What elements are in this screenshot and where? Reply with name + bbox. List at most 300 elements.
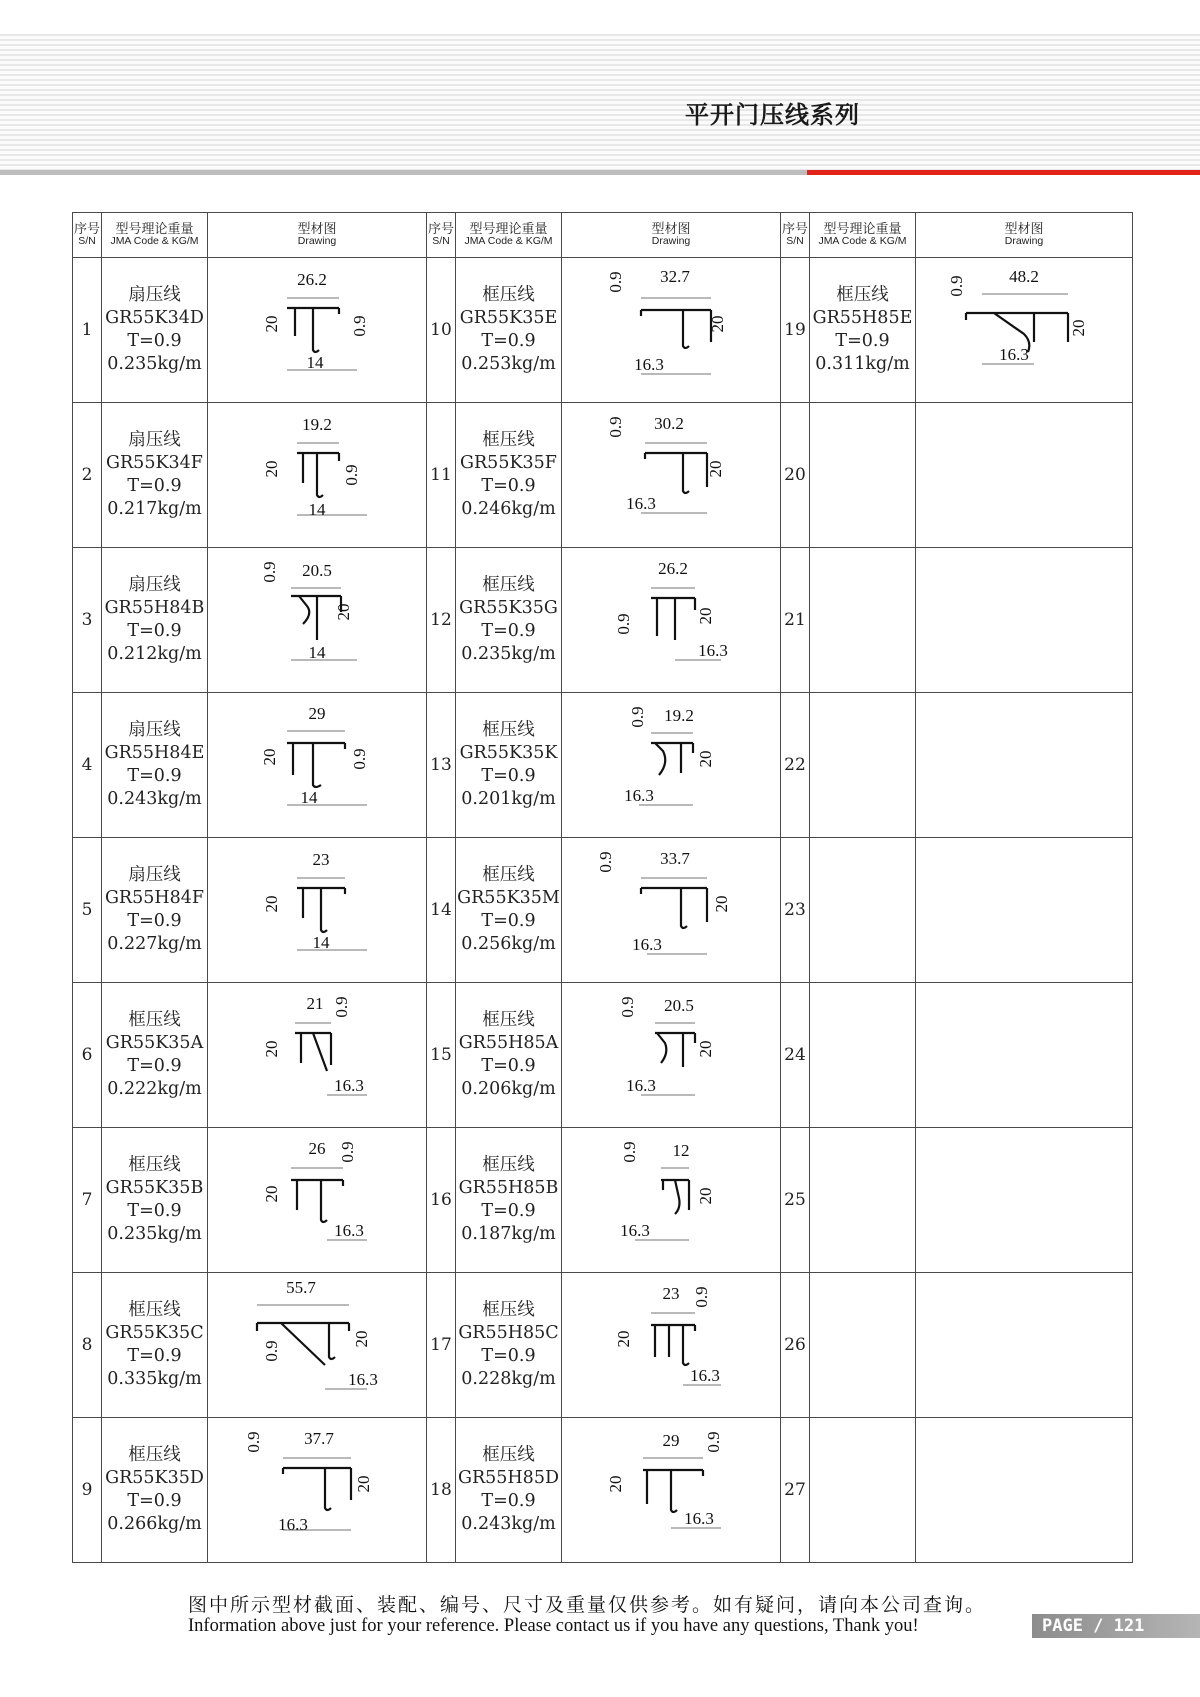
dimension-label: 33.7 (660, 849, 690, 868)
dimension-label: 0.9 (606, 416, 625, 438)
serial-number: 10 (427, 258, 456, 403)
profile-t: T=0.9 (481, 911, 536, 931)
dimension-label: 37.7 (304, 1429, 334, 1448)
profile-info (810, 1273, 916, 1418)
dimension-label: 0.9 (692, 1286, 711, 1308)
table-row (73, 258, 1133, 403)
profile-drawing-cell (562, 1418, 781, 1563)
profile-info (102, 1128, 208, 1273)
profile-drawing-cell (208, 838, 427, 983)
dimension-label: 16.3 (634, 355, 664, 374)
dimension-label: 23 (662, 1284, 680, 1303)
dimension-label: 0.9 (350, 315, 369, 337)
dimension-label: 16.3 (620, 1221, 650, 1240)
profile-drawing (208, 258, 426, 402)
serial-number: 1 (73, 258, 102, 403)
profile-code: GR55K35M (457, 888, 560, 908)
profile-code: GR55K35F (460, 453, 557, 473)
profile-t: T=0.9 (127, 1201, 182, 1221)
dimension-label: 16.3 (626, 1076, 656, 1095)
dimension-label: 14 (308, 500, 326, 519)
profile-t: T=0.9 (835, 331, 890, 351)
dimension-label: 26 (308, 1139, 326, 1158)
serial-number: 9 (73, 1418, 102, 1563)
profile-t: T=0.9 (481, 1346, 536, 1366)
header-draw-cn: 型材图 (297, 221, 337, 237)
dimension-label: 20 (696, 1187, 715, 1205)
profile-code: GR55K35A (105, 1033, 204, 1053)
header-code (810, 213, 916, 258)
dimension-label: 19.2 (664, 706, 694, 725)
profile-name: 框压线 (482, 1445, 535, 1465)
dimension-label: 20.5 (664, 996, 694, 1015)
dimension-label: 16.3 (999, 345, 1029, 364)
header-draw (916, 213, 1133, 258)
profile-code: GR55K34D (105, 308, 204, 328)
dimension-label: 20 (708, 315, 727, 333)
dimension-label: 0.9 (338, 1141, 357, 1163)
dimension-label: 20 (696, 1040, 715, 1058)
dimension-label: 16.3 (278, 1515, 308, 1534)
profile-code: GR55H84E (104, 743, 205, 763)
serial-number: 26 (781, 1273, 810, 1418)
profile-section-shape (651, 598, 695, 640)
dimension-label: 20 (706, 460, 725, 478)
profile-name: 框压线 (482, 1155, 535, 1175)
profile-info (456, 693, 562, 838)
profile-info (456, 258, 562, 403)
dimension-label: 0.9 (350, 748, 369, 770)
page-number-badge: PAGE / 121 (1032, 1614, 1200, 1638)
profile-w: 0.187kg/m (461, 1224, 556, 1244)
profile-w: 0.212kg/m (107, 644, 202, 664)
profile-w: 0.235kg/m (107, 354, 202, 374)
profile-name: 框压线 (836, 285, 889, 305)
profile-section-shape (651, 1325, 695, 1365)
header-draw-en: Drawing (651, 235, 691, 248)
profile-code: GR55H85E (812, 308, 913, 328)
profile-w: 0.222kg/m (107, 1079, 202, 1099)
dimension-label: 14 (312, 933, 330, 952)
profile-w: 0.253kg/m (461, 354, 556, 374)
dimension-label: 0.9 (262, 1340, 281, 1362)
profile-name: 框压线 (482, 575, 535, 595)
dimension-label: 16.3 (624, 786, 654, 805)
dimension-label: 14 (306, 353, 324, 372)
profile-info (102, 258, 208, 403)
dimension-label: 23 (312, 850, 330, 869)
serial-number: 7 (73, 1128, 102, 1273)
profile-drawing-cell (208, 1418, 427, 1563)
profile-drawing (208, 693, 426, 837)
profile-t: T=0.9 (127, 1056, 182, 1076)
profile-code: GR55K35E (459, 308, 558, 328)
dimension-label: 20 (352, 1330, 371, 1348)
profile-info (102, 838, 208, 983)
profile-code: GR55K35K (459, 743, 558, 763)
header-stripe-band (0, 34, 1200, 170)
dimension-label: 0.9 (342, 464, 361, 486)
profile-drawing-cell (562, 1128, 781, 1273)
profile-t: T=0.9 (481, 1491, 536, 1511)
profile-drawing-cell (916, 983, 1133, 1128)
profile-drawing (562, 258, 780, 402)
profile-code: GR55K35C (105, 1323, 204, 1343)
profile-t: T=0.9 (127, 621, 182, 641)
header-sn (781, 213, 810, 258)
profile-w: 0.227kg/m (107, 934, 202, 954)
profile-drawing-cell (916, 1273, 1133, 1418)
profile-info (456, 403, 562, 548)
profile-section-shape (645, 453, 707, 493)
profile-drawing (208, 548, 426, 692)
dimension-label: 20.5 (302, 561, 332, 580)
header-draw-en: Drawing (1004, 235, 1044, 248)
dimension-label: 20 (696, 607, 715, 625)
profile-code: GR55H84B (104, 598, 205, 618)
page-title: 平开门压线系列 (685, 101, 860, 129)
dimension-label: 0.9 (620, 1141, 639, 1163)
serial-number: 12 (427, 548, 456, 693)
dimension-label: 20 (262, 1040, 281, 1058)
dimension-label: 0.9 (260, 561, 279, 583)
header-sn-cn: 序号 (427, 221, 454, 237)
table-header-row (73, 213, 1133, 258)
profile-drawing (916, 258, 1132, 402)
profile-t: T=0.9 (481, 331, 536, 351)
profile-section-shape (283, 1468, 351, 1510)
profile-name: 扇压线 (128, 720, 181, 740)
dimension-label: 19.2 (302, 415, 332, 434)
dimension-label: 26.2 (658, 559, 688, 578)
profile-name: 框压线 (482, 865, 535, 885)
profile-info (810, 1128, 916, 1273)
profile-drawing-cell (916, 403, 1133, 548)
profile-t: T=0.9 (481, 766, 536, 786)
profile-code: GR55K35B (105, 1178, 204, 1198)
profile-drawing (208, 1128, 426, 1272)
profile-section-shape (297, 888, 345, 932)
table-row (73, 693, 1133, 838)
profile-drawing-cell (562, 403, 781, 548)
dimension-label: 16.3 (334, 1076, 364, 1095)
header-code-cn: 型号理论重量 (469, 221, 548, 237)
serial-number: 15 (427, 983, 456, 1128)
dimension-label: 20 (262, 1185, 281, 1203)
profile-drawing-cell (916, 1128, 1133, 1273)
dimension-label: 32.7 (660, 267, 690, 286)
profile-t: T=0.9 (127, 476, 182, 496)
serial-number: 20 (781, 403, 810, 548)
dimension-label: 20 (354, 1475, 373, 1493)
profile-drawing (562, 838, 780, 982)
profile-w: 0.335kg/m (107, 1369, 202, 1389)
serial-number: 14 (427, 838, 456, 983)
profile-info (456, 1418, 562, 1563)
dimension-label: 16.3 (348, 1370, 378, 1389)
profile-section-shape (661, 1180, 689, 1214)
profile-drawing (562, 1273, 780, 1417)
serial-number: 17 (427, 1273, 456, 1418)
profile-w: 0.311kg/m (815, 354, 910, 374)
profile-drawing-cell (208, 258, 427, 403)
header-code-en: JMA Code & KG/M (818, 235, 907, 248)
dimension-label: 16.3 (626, 494, 656, 513)
profile-drawing (208, 1418, 426, 1562)
profile-section-shape (287, 308, 339, 352)
header-code (102, 213, 208, 258)
table-row (73, 548, 1133, 693)
profile-drawing (208, 983, 426, 1127)
table-row (73, 1273, 1133, 1418)
dimension-label: 30.2 (654, 414, 684, 433)
profile-t: T=0.9 (127, 911, 182, 931)
profile-drawing-cell (916, 548, 1133, 693)
header-draw-cn: 型材图 (651, 221, 691, 237)
profile-info (810, 548, 916, 693)
dimension-label: 0.9 (332, 996, 351, 1018)
profile-section-shape (287, 743, 345, 787)
dimension-label: 16.3 (334, 1221, 364, 1240)
profile-t: T=0.9 (127, 1346, 182, 1366)
serial-number: 18 (427, 1418, 456, 1563)
serial-number: 19 (781, 258, 810, 403)
header-divider-red (807, 170, 1200, 175)
header-code (456, 213, 562, 258)
table-row (73, 1418, 1133, 1563)
profile-info (456, 983, 562, 1128)
profile-code: GR55H85C (458, 1323, 559, 1343)
profile-t: T=0.9 (127, 1491, 182, 1511)
dimension-label: 20 (260, 748, 279, 766)
header-sn-cn: 序号 (781, 221, 808, 237)
dimension-label: 0.9 (614, 613, 633, 635)
footer-note-cn: 图中所示型材截面、装配、编号、尺寸及重量仅供参考。如有疑问，请向本公司查询。 (188, 1594, 987, 1616)
profile-name: 框压线 (482, 1300, 535, 1320)
profile-drawing-cell (208, 548, 427, 693)
table-row (73, 1128, 1133, 1273)
profile-info (810, 1418, 916, 1563)
profile-drawing (562, 548, 780, 692)
profile-section-shape (655, 1033, 695, 1067)
header-sn-en: S/N (432, 235, 450, 248)
profile-name: 框压线 (482, 285, 535, 305)
profile-drawing (208, 1273, 426, 1417)
table-row (73, 403, 1133, 548)
dimension-label: 0.9 (704, 1431, 723, 1453)
profile-w: 0.235kg/m (461, 644, 556, 664)
dimension-label: 29 (308, 704, 326, 723)
profile-drawing-cell (562, 1273, 781, 1418)
profile-code: GR55K35G (459, 598, 558, 618)
profile-w: 0.217kg/m (107, 499, 202, 519)
profile-info (456, 1273, 562, 1418)
profile-w: 0.246kg/m (461, 499, 556, 519)
dimension-label: 0.9 (947, 275, 966, 297)
profile-drawing (562, 1128, 780, 1272)
profile-drawing (208, 403, 426, 547)
profile-w: 0.235kg/m (107, 1224, 202, 1244)
header-sn (427, 213, 456, 258)
serial-number: 4 (73, 693, 102, 838)
profile-info (102, 403, 208, 548)
profile-name: 扇压线 (128, 430, 181, 450)
profile-name: 框压线 (128, 1010, 181, 1030)
dimension-label: 20 (262, 315, 281, 333)
profile-section-shape (295, 1033, 331, 1071)
profile-t: T=0.9 (481, 1201, 536, 1221)
profile-drawing-cell (562, 258, 781, 403)
profile-info (456, 1128, 562, 1273)
profile-drawing-cell (916, 693, 1133, 838)
dimension-label: 55.7 (286, 1278, 316, 1297)
profile-drawing (562, 403, 780, 547)
dimension-label: 16.3 (684, 1509, 714, 1528)
serial-number: 24 (781, 983, 810, 1128)
profile-w: 0.243kg/m (107, 789, 202, 809)
dimension-label: 0.9 (628, 706, 647, 728)
profile-info (810, 693, 916, 838)
dimension-label: 16.3 (690, 1366, 720, 1385)
dimension-label: 29 (662, 1431, 680, 1450)
header-draw-en: Drawing (297, 235, 337, 248)
dimension-label: 20 (712, 895, 731, 913)
profile-name: 框压线 (128, 1155, 181, 1175)
header-draw-cn: 型材图 (1004, 221, 1044, 237)
profile-drawing-cell (562, 983, 781, 1128)
profile-drawing-cell (208, 1273, 427, 1418)
dimension-label: 0.9 (244, 1431, 263, 1453)
profile-table (72, 212, 1133, 1563)
dimension-label: 20 (606, 1475, 625, 1493)
profile-info (102, 693, 208, 838)
profile-code: GR55K34F (106, 453, 203, 473)
header-code-en: JMA Code & KG/M (110, 235, 199, 248)
profile-name: 框压线 (128, 1300, 181, 1320)
dimension-label: 16.3 (632, 935, 662, 954)
table-row (73, 983, 1133, 1128)
profile-section-shape (651, 743, 693, 775)
profile-drawing (562, 1418, 780, 1562)
profile-w: 0.256kg/m (461, 934, 556, 954)
header-sn-en: S/N (786, 235, 804, 248)
dimension-label: 48.2 (1009, 267, 1039, 286)
serial-number: 16 (427, 1128, 456, 1273)
dimension-label: 0.9 (618, 996, 637, 1018)
dimension-label: 26.2 (297, 270, 327, 289)
profile-w: 0.266kg/m (107, 1514, 202, 1534)
profile-t: T=0.9 (127, 766, 182, 786)
profile-t: T=0.9 (481, 1056, 536, 1076)
serial-number: 13 (427, 693, 456, 838)
dimension-label: 20 (614, 1330, 633, 1348)
header-sn (73, 213, 102, 258)
serial-number: 22 (781, 693, 810, 838)
serial-number: 6 (73, 983, 102, 1128)
serial-number: 25 (781, 1128, 810, 1273)
profile-name: 扇压线 (128, 865, 181, 885)
dimension-label: 14 (300, 788, 318, 807)
profile-drawing-cell (208, 983, 427, 1128)
profile-code: GR55H85D (458, 1468, 559, 1488)
profile-section-shape (641, 888, 707, 928)
profile-drawing-cell (562, 548, 781, 693)
profile-section-shape (291, 1180, 343, 1222)
profile-info (810, 983, 916, 1128)
profile-info (102, 1418, 208, 1563)
profile-drawing-cell (916, 258, 1133, 403)
profile-w: 0.228kg/m (461, 1369, 556, 1389)
serial-number: 2 (73, 403, 102, 548)
dimension-label: 21 (306, 994, 324, 1013)
profile-info (102, 548, 208, 693)
dimension-label: 20 (696, 750, 715, 768)
profile-t: T=0.9 (127, 331, 182, 351)
profile-code: GR55K35D (105, 1468, 204, 1488)
profile-info (810, 258, 916, 403)
dimension-label: 12 (672, 1141, 690, 1160)
header-draw (562, 213, 781, 258)
profile-drawing-cell (208, 403, 427, 548)
profile-code: GR55H85A (458, 1033, 559, 1053)
serial-number: 27 (781, 1418, 810, 1563)
dimension-label: 20 (334, 603, 353, 621)
serial-number: 23 (781, 838, 810, 983)
serial-number: 5 (73, 838, 102, 983)
profile-info (456, 548, 562, 693)
profile-info (102, 1273, 208, 1418)
profile-name: 框压线 (128, 1445, 181, 1465)
profile-info (810, 403, 916, 548)
header-code-cn: 型号理论重量 (823, 221, 902, 237)
profile-name: 扇压线 (128, 285, 181, 305)
serial-number: 21 (781, 548, 810, 693)
dimension-label: 0.9 (606, 271, 625, 293)
profile-drawing-cell (562, 693, 781, 838)
profile-section-shape (297, 453, 339, 497)
profile-name: 扇压线 (128, 575, 181, 595)
header-code-en: JMA Code & KG/M (464, 235, 553, 248)
profile-t: T=0.9 (481, 621, 536, 641)
profile-drawing-cell (208, 693, 427, 838)
header-draw (208, 213, 427, 258)
header-code-cn: 型号理论重量 (115, 221, 194, 237)
profile-drawing (208, 838, 426, 982)
serial-number: 8 (73, 1273, 102, 1418)
header-sn-cn: 序号 (73, 221, 100, 237)
profile-info (102, 983, 208, 1128)
profile-drawing (562, 983, 780, 1127)
dimension-label: 14 (308, 643, 326, 662)
profile-drawing (562, 693, 780, 837)
profile-code: GR55H84F (104, 888, 205, 908)
header-sn-en: S/N (78, 235, 96, 248)
table-row (73, 838, 1133, 983)
serial-number: 3 (73, 548, 102, 693)
profile-w: 0.201kg/m (461, 789, 556, 809)
profile-name: 框压线 (482, 1010, 535, 1030)
profile-info (456, 838, 562, 983)
profile-section-shape (641, 310, 711, 348)
profile-drawing-cell (916, 1418, 1133, 1563)
profile-w: 0.243kg/m (461, 1514, 556, 1534)
profile-t: T=0.9 (481, 476, 536, 496)
profile-name: 框压线 (482, 430, 535, 450)
serial-number: 11 (427, 403, 456, 548)
profile-drawing-cell (916, 838, 1133, 983)
header-divider-gray (0, 170, 807, 175)
dimension-label: 20 (262, 895, 281, 913)
